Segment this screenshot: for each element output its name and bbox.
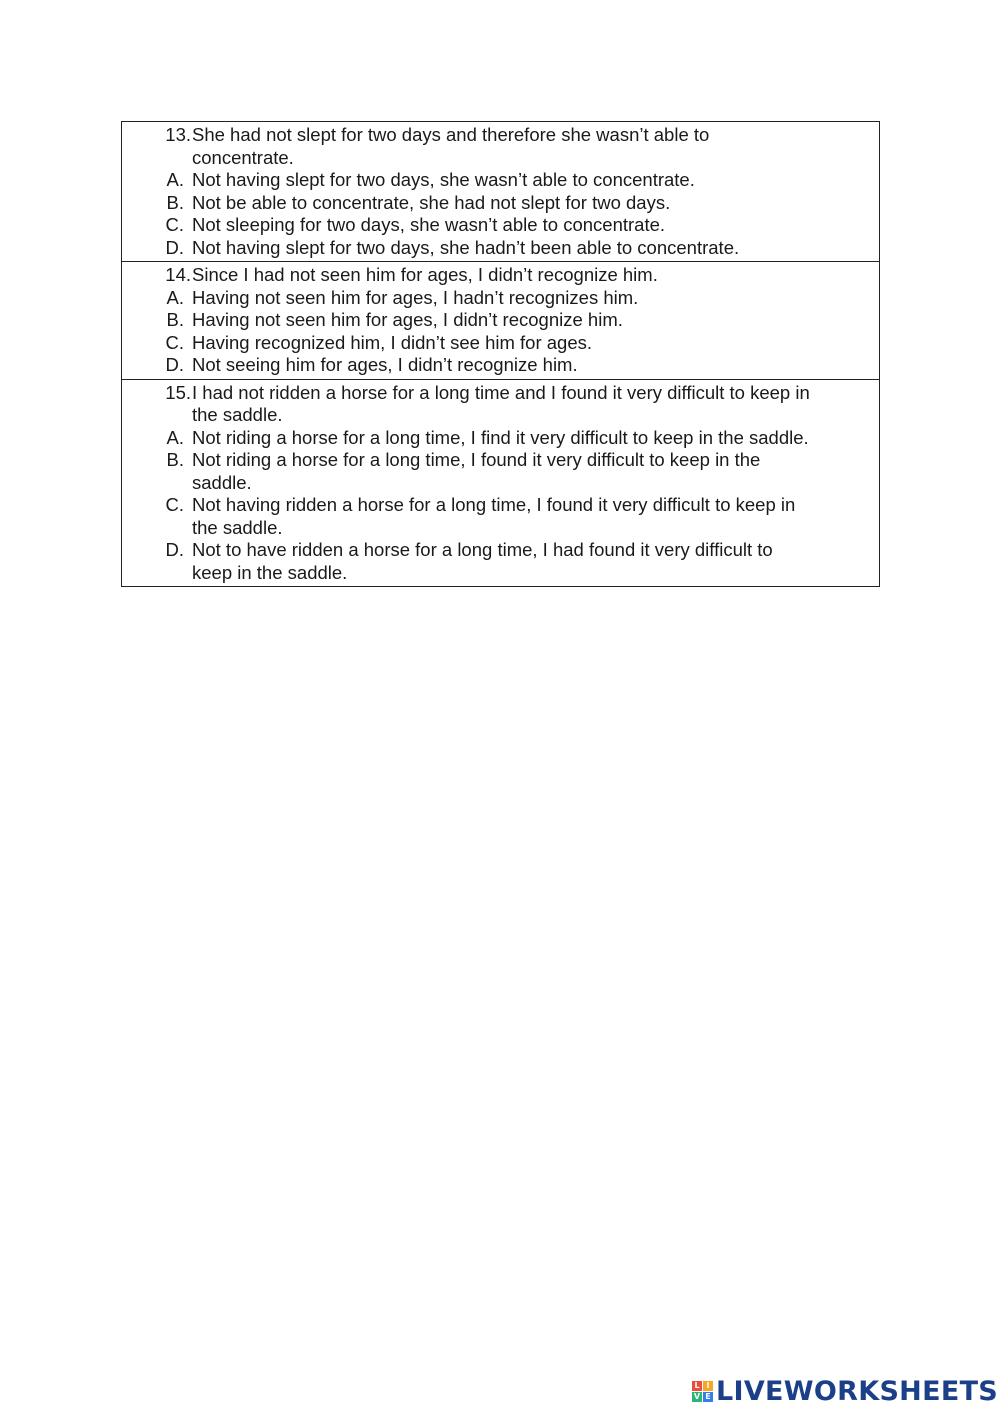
stem-line: the saddle. (192, 404, 283, 425)
option-a[interactable] (122, 287, 865, 310)
stem-line: She had not slept for two days and therefore she wasn’t able to (192, 124, 710, 145)
option-a[interactable] (122, 427, 865, 450)
option-letter: A. (166, 169, 184, 190)
option-b[interactable] (122, 449, 865, 494)
option-text (192, 494, 865, 539)
option-letter: C. (165, 331, 184, 353)
stem-line: Since I had not seen him for ages, I didn’t recognize him. (192, 264, 658, 285)
question-stem (122, 382, 865, 427)
option-text: Not seeing him for ages, I didn’t recognize him. (192, 354, 578, 375)
question-text (192, 264, 865, 287)
option-letter: D. (165, 236, 184, 258)
option-line: Not to have ridden a horse for a long time, I had found it very difficult to (192, 539, 773, 560)
option-b[interactable] (122, 192, 865, 215)
option-d[interactable] (122, 354, 865, 377)
option-a[interactable] (122, 169, 865, 192)
option-line: saddle. (192, 471, 252, 493)
question-15 (122, 380, 879, 587)
option-text: Not having slept for two days, she wasn’t able to concentrate. (192, 169, 695, 190)
option-text: Not sleeping for two days, she wasn’t able to concentrate. (192, 214, 666, 235)
option-letter: A. (166, 426, 184, 448)
option-text (192, 539, 865, 584)
liveworksheets-logo-icon (692, 1381, 713, 1402)
liveworksheets-brand[interactable] (692, 1374, 998, 1408)
option-line: Not having ridden a horse for a long time, I found it very difficult to keep in (192, 494, 796, 515)
question-number: 15. (165, 381, 191, 403)
logo-tile: V (693, 1391, 701, 1401)
question-text (192, 124, 865, 169)
logo-tile: E (703, 1392, 713, 1402)
option-text: Having not seen him for ages, I didn’t recognize him. (192, 309, 623, 330)
option-d[interactable] (122, 237, 865, 260)
logo-tile: I (703, 1381, 713, 1391)
option-letter: D. (165, 354, 184, 375)
question-stem (122, 264, 865, 287)
option-text: Not riding a horse for a long time, I find it very difficult to keep in the saddle. (192, 426, 809, 448)
option-text: Not be able to concentrate, she had not slept for two days. (192, 191, 671, 213)
option-text: Not having slept for two days, she hadn’t been able to concentrate. (192, 236, 740, 258)
option-letter: C. (165, 214, 184, 235)
logo-tile: L (692, 1381, 702, 1391)
option-text (192, 449, 865, 494)
option-c[interactable] (122, 494, 865, 539)
question-14 (122, 262, 879, 380)
stem-line: concentrate. (192, 146, 294, 168)
brand-name: LIVEWORKSHEETS (716, 1375, 999, 1407)
option-line: the saddle. (192, 516, 283, 538)
option-text: Having recognized him, I didn’t see him for ages. (192, 331, 593, 353)
stem-line: I had not ridden a horse for a long time and I found it very difficult to keep in (192, 381, 810, 403)
question-13 (122, 122, 879, 262)
worksheet-table (121, 121, 880, 587)
option-letter: B. (166, 309, 184, 330)
option-text: Having not seen him for ages, I hadn’t recognizes him. (192, 286, 639, 308)
question-number: 13. (165, 124, 191, 145)
question-text (192, 382, 865, 427)
option-letter: C. (165, 494, 184, 515)
option-letter: B. (166, 449, 184, 470)
option-b[interactable] (122, 309, 865, 332)
option-letter: A. (166, 286, 184, 308)
option-letter: B. (166, 191, 184, 213)
question-number: 14. (165, 264, 191, 285)
option-c[interactable] (122, 332, 865, 355)
option-letter: D. (165, 539, 184, 560)
question-stem (122, 124, 865, 169)
option-d[interactable] (122, 539, 865, 584)
option-line: Not riding a horse for a long time, I found it very difficult to keep in the (192, 449, 761, 470)
option-c[interactable] (122, 214, 865, 237)
option-line: keep in the saddle. (192, 561, 348, 583)
